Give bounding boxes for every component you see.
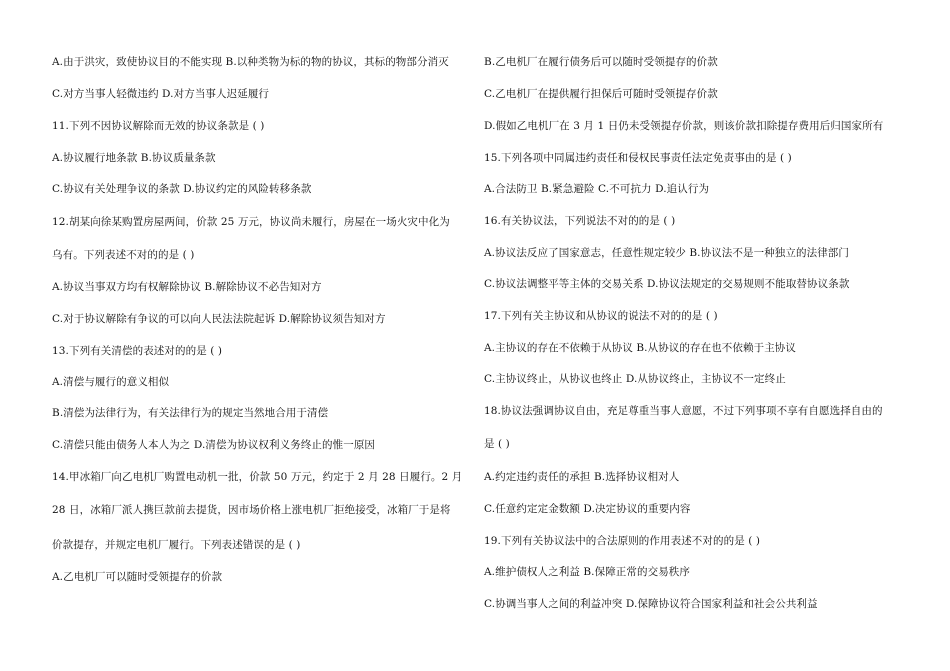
question-19: 19.下列有关协议法中的合法原则的作用表述不对的的是 ( ) (484, 535, 761, 547)
question-17: 17.下列有关主协议和从协议的说法不对的的是 ( ) (484, 310, 718, 322)
text-line: C.协调当事人之间的利益冲突 D.保障协议符合国家利益和社会公共利益 (484, 598, 818, 610)
text-line: C.主协议终止，从协议也终止 D.从协议终止，主协议不一定终止 (484, 373, 786, 385)
text-line: 价款提存，并规定电机厂履行。下列表述错误的是 ( ) (52, 539, 301, 551)
question-14: 14.甲冰箱厂向乙电机厂购置电动机一批，价款 50 万元，约定于 2 月 28 日履行。2 月 (52, 471, 463, 483)
text-line: C.对方当事人轻微违约 D.对方当事人迟延履行 (52, 88, 270, 100)
text-line: A.乙电机厂可以随时受领提存的价款 (52, 571, 223, 583)
question-16: 16.有关协议法，下列说法不对的的是 ( ) (484, 215, 676, 227)
question-15: 15.下列各项中同属违约责任和侵权民事责任法定免责事由的是 ( ) (484, 152, 792, 164)
text-line: A.协议履行地条款 B.协议质量条款 (52, 152, 216, 164)
text-line: C.协议法调整平等主体的交易关系 D.协议法规定的交易规则不能取替协议条款 (484, 278, 850, 290)
text-line: C.对于协议解除有争议的可以向人民法法院起诉 D.解除协议须告知对方 (52, 313, 386, 325)
text-line: B.清偿为法律行为，有关法律行为的规定当然地合用于清偿 (52, 407, 329, 419)
question-11: 11.下列不因协议解除而无效的协议条款是 ( ) (52, 120, 265, 132)
text-line: C.乙电机厂在提供履行担保后可随时受领提存价款 (484, 88, 718, 100)
text-line: A.合法防卫 B.紧急避险 C.不可抗力 D.追认行为 (484, 183, 710, 195)
right-column (484, 0, 904, 671)
left-column (52, 0, 482, 671)
question-18: 18.协议法强调协议自由，充足尊重当事人意愿，不过下列事项不享有自愿选择自由的 (484, 405, 883, 417)
text-line: 28 日，冰箱厂派人携巨款前去提货，因市场价格上涨电机厂拒绝接受，冰箱厂于是将 (52, 504, 451, 516)
question-13: 13.下列有关清偿的表述对的的是 ( ) (52, 345, 223, 357)
text-line: A.维护债权人之利益 B.保障正常的交易秩序 (484, 566, 691, 578)
text-line: A.由于洪灾，致使协议目的不能实现 B.以种类物为标的物的协议，其标的物部分消灭 (52, 56, 449, 68)
text-line: A.主协议的存在不依赖于从协议 B.从协议的存在也不依赖于主协议 (484, 342, 797, 354)
text-line: A.协议法反应了国家意志，任意性规定较少 B.协议法不是一种独立的法律部门 (484, 247, 850, 259)
text-line: 是 ( ) (484, 438, 510, 450)
text-line: D.假如乙电机厂在 3 月 1 日仍未受领提存价款，则该价款扣除提存费用后归国家所有 (484, 120, 884, 132)
text-line: C.任意约定定金数额 D.决定协议的重要内容 (484, 503, 691, 515)
text-line: A.协议当事双方均有权解除协议 B.解除协议不必告知对方 (52, 281, 322, 293)
question-12: 12.胡某向徐某购置房屋两间，价款 25 万元，协议尚未履行，房屋在一场火灾中化为 (52, 216, 450, 228)
text-line: B.乙电机厂在履行债务后可以随时受领提存的价款 (484, 56, 718, 68)
text-line: A.清偿与履行的意义相似 (52, 376, 170, 388)
text-line: C.清偿只能由债务人本人为之 D.清偿为协议权利义务终止的惟一原因 (52, 439, 376, 451)
text-line: A.约定违约责任的承担 B.选择协议相对人 (484, 471, 680, 483)
text-line: C.协议有关处理争议的条款 D.协议约定的风险转移条款 (52, 183, 312, 195)
text-line: 乌有。下列表述不对的的是 ( ) (52, 249, 195, 261)
